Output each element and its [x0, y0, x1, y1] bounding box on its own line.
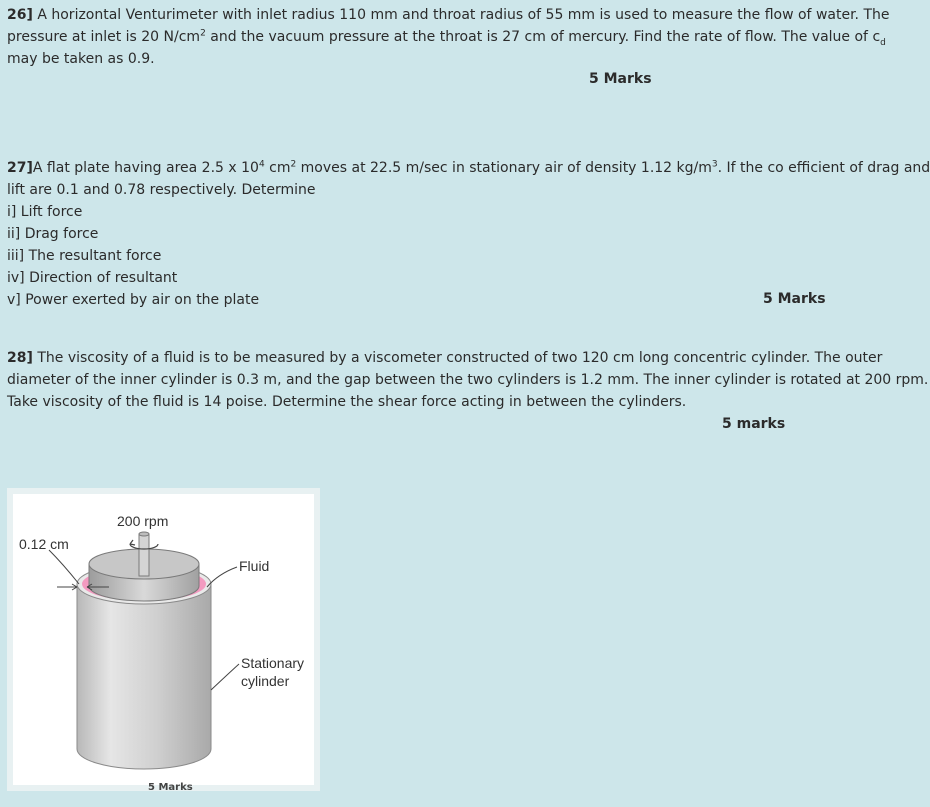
q26-number: 26] [7, 7, 33, 23]
q26-line-1 [7, 4, 889, 26]
figure-canvas [13, 494, 314, 785]
q27-text-1c: moves at 22.5 m/sec in stationary air of density 1.12 kg/m [296, 160, 712, 176]
q27-sup-3: 3 [711, 159, 718, 170]
q26-line-2 [7, 26, 889, 48]
q26-sub: d [880, 37, 886, 48]
q27-line-1 [7, 157, 930, 179]
question-28 [7, 347, 928, 413]
q26-line-3: may be taken as 0.9. [7, 51, 155, 67]
q28-line-1 [7, 347, 928, 369]
q26-marks: 5 Marks [589, 71, 652, 87]
q27-item-3: iii] The resultant force [7, 248, 162, 264]
q28-line-2: diameter of the inner cylinder is 0.3 m, and the gap between the two cylinders is 1.2 mm. The inner cylinder is rotated at 200 rpm. [7, 372, 929, 388]
q27-item-2: ii] Drag force [7, 226, 99, 242]
stationary-label-1: Stationary [241, 655, 305, 671]
question-27 [7, 157, 930, 311]
stationary-leader-line [211, 664, 239, 690]
q27-sup-2: 2 [290, 159, 297, 170]
q27-text-1b: cm [264, 160, 291, 176]
question-26 [7, 4, 889, 70]
q28-line-3: Take viscosity of the fluid is 14 poise. Determine the shear force acting in between the cylinders. [7, 394, 687, 410]
q26-text-2b: and the vacuum pressure at the throat is 27 cm of mercury. Find the rate of flow. The value of c [205, 29, 881, 45]
q27-number: 27] [7, 160, 33, 176]
q27-line-2: lift are 0.1 and 0.78 respectively. Determine [7, 182, 316, 198]
q27-text-1a: A flat plate having area 2.5 x 10 [32, 160, 259, 176]
gap-label: 0.12 cm [19, 536, 69, 552]
q27-sup-1: 4 [258, 159, 265, 170]
q27-item-1: i] Lift force [7, 204, 83, 220]
q27-text-1d: . If the co efficient of drag and [717, 160, 930, 176]
q27-item-4: iv] Direction of resultant [7, 270, 178, 286]
q27-item-5: v] Power exerted by air on the plate [7, 292, 260, 308]
q28-marks: 5 marks [722, 416, 786, 432]
q28-number: 28] [7, 350, 33, 366]
outer-cylinder-body [77, 584, 211, 769]
q26-text-1: A horizontal Venturimeter with inlet radius 110 mm and throat radius of 55 mm is used to measure the flow of water. The [32, 7, 890, 23]
shaft [139, 534, 149, 576]
fluid-label: Fluid [239, 558, 270, 574]
stationary-label-2: cylinder [241, 673, 290, 689]
rotation-arrowhead-icon [130, 540, 135, 545]
q27-marks: 5 Marks [763, 291, 826, 307]
rpm-label: 200 rpm [117, 513, 169, 529]
q28-text-1: The viscosity of a fluid is to be measured by a viscometer constructed of two 120 cm long concentric cylinder. The outer [32, 350, 883, 366]
viscometer-figure [7, 488, 320, 791]
q26-text-2a: pressure at inlet is 20 N/cm [7, 29, 201, 45]
footer-cutoff-marks: 5 Marks [148, 782, 193, 793]
shaft-top [139, 532, 149, 536]
viscometer-diagram [13, 494, 314, 785]
q26-sup: 2 [200, 28, 206, 39]
gap-leader-line [49, 550, 79, 584]
